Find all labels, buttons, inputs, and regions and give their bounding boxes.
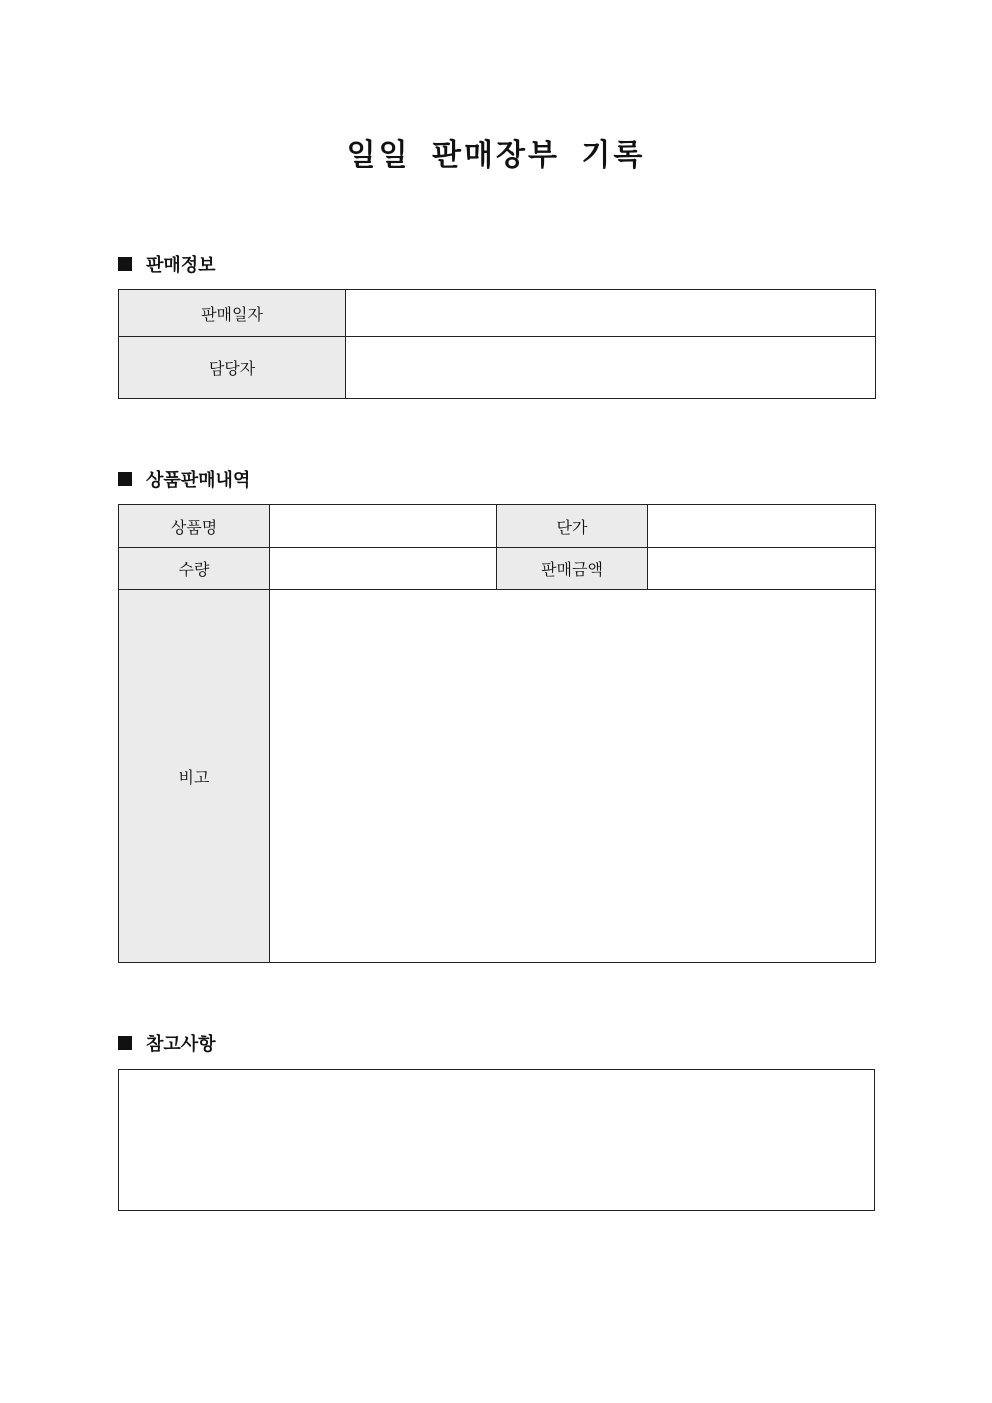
- sales-info-table: [118, 289, 876, 399]
- square-bullet-icon: [118, 472, 132, 486]
- sales-date-row: [119, 290, 876, 337]
- remarks-row: [119, 590, 876, 963]
- unit-price-label: 단가: [497, 505, 648, 548]
- product-row: [119, 505, 876, 548]
- sales-amount-label: 판매금액: [497, 548, 648, 590]
- notes-field[interactable]: [118, 1069, 875, 1211]
- person-in-charge-row: [119, 337, 876, 399]
- sales-date-field[interactable]: [346, 290, 876, 337]
- sales-amount-field[interactable]: [648, 548, 876, 590]
- sales-date-label: 판매일자: [119, 290, 346, 337]
- product-sales-table: [118, 504, 876, 963]
- product-sales-heading-text: 상품판매내역: [146, 470, 251, 491]
- unit-price-field[interactable]: [648, 505, 876, 548]
- product-name-label: 상품명: [119, 505, 270, 548]
- remarks-label: 비고: [119, 590, 270, 963]
- remarks-field[interactable]: [270, 590, 876, 963]
- sales-info-heading: [118, 252, 216, 276]
- person-in-charge-label: 담당자: [119, 337, 346, 399]
- product-name-field[interactable]: [270, 505, 497, 548]
- notes-heading-text: 참고사항: [146, 1034, 216, 1055]
- notes-heading: [118, 1031, 216, 1055]
- square-bullet-icon: [118, 257, 132, 271]
- square-bullet-icon: [118, 1036, 132, 1050]
- quantity-row: [119, 548, 876, 590]
- quantity-label: 수량: [119, 548, 270, 590]
- page-title: 일일 판매장부 기록: [346, 138, 646, 173]
- quantity-field[interactable]: [270, 548, 497, 590]
- sales-info-heading-text: 판매정보: [146, 255, 216, 276]
- product-sales-heading: [118, 467, 250, 491]
- person-in-charge-field[interactable]: [346, 337, 876, 399]
